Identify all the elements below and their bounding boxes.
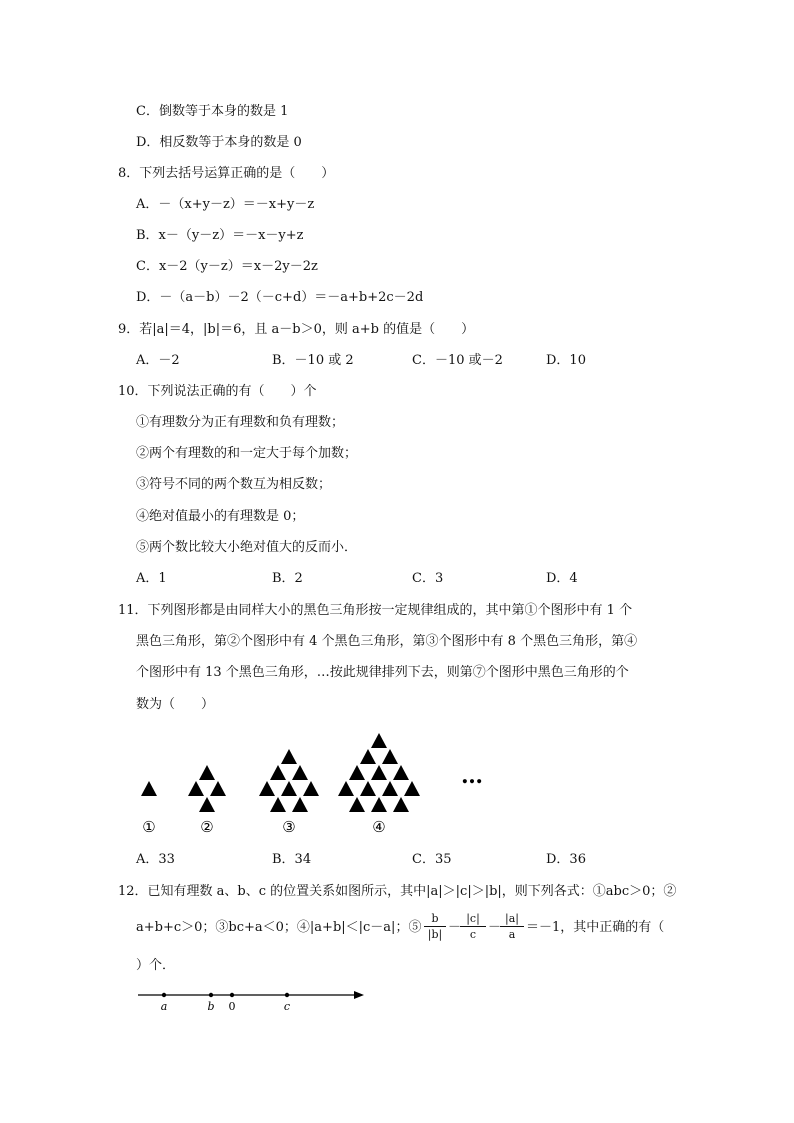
q8-option-d: D．－（a－b）－2（－c+d）＝－a+b+2c－2d <box>136 290 424 305</box>
black-triangle-fig2 <box>210 781 226 796</box>
fraction-denominator: |b| <box>427 928 443 941</box>
point-zero <box>230 993 234 997</box>
q11-option-d: D．36 <box>546 852 586 867</box>
q10-stem: 10．下列说法正确的有（ ）个 <box>118 384 317 399</box>
figure-label-3: ③ <box>282 818 296 836</box>
q12-line-1: 12．已知有理数 a、b、c 的位置关系如图所示，其中|a|＞|c|＞|b|，则下列各式：①abc＞0；② <box>118 884 677 899</box>
black-triangle-fig4 <box>360 749 376 764</box>
black-triangle-fig2 <box>188 781 204 796</box>
fraction-numerator: |c| <box>466 912 480 925</box>
black-triangle-fig4 <box>371 765 387 780</box>
q8-option-c: C．x－2（y－z）＝x－2y－2z <box>136 259 318 274</box>
black-triangle-fig4 <box>404 781 420 796</box>
black-triangle-fig3 <box>292 797 308 812</box>
number-line <box>130 985 375 1015</box>
q7-option-c: C．倒数等于本身的数是 1 <box>136 104 289 119</box>
minus-sign: － <box>448 920 462 935</box>
q10-item-2: ②两个有理数的和一定大于每个加数； <box>136 446 358 461</box>
black-triangle-fig3 <box>292 765 308 780</box>
black-triangle-fig3 <box>270 797 286 812</box>
black-triangle-fig4 <box>393 797 409 812</box>
black-triangle-fig3 <box>303 781 319 796</box>
black-triangle-fig3 <box>270 765 286 780</box>
q11-line-2: 黑色三角形，第②个图形中有 4 个黑色三角形，第③个图形中有 8 个黑色三角形，第④ <box>136 634 638 649</box>
q11-line-1: 11．下列图形都是由同样大小的黑色三角形按一定规律组成的，其中第①个图形中有 1 个 <box>118 603 633 618</box>
q10-option-d: D．4 <box>546 571 578 586</box>
q10-item-5: ⑤两个数比较大小绝对值大的反而小． <box>136 540 358 555</box>
black-triangle-fig2 <box>199 765 215 780</box>
q10-item-4: ④绝对值最小的有理数是 0； <box>136 509 305 524</box>
fraction-denominator: c <box>469 928 477 941</box>
black-triangle-fig4 <box>349 765 365 780</box>
black-triangle-fig4 <box>371 797 387 812</box>
black-triangle-fig4 <box>382 781 398 796</box>
label-b: b <box>207 1000 215 1013</box>
q8-stem: 8．下列去括号运算正确的是（ ） <box>118 166 335 181</box>
black-triangle-fig3 <box>281 781 297 796</box>
q9-stem: 9．若|a|＝4，|b|＝6，且 a－b＞0，则 a+b 的值是（ ） <box>118 322 475 337</box>
q10-item-1: ①有理数分为正有理数和负有理数； <box>136 415 345 430</box>
q9-option-a: A．－2 <box>136 353 180 368</box>
black-triangle-fig2 <box>199 797 215 812</box>
figure-label-2: ② <box>200 818 214 836</box>
q8-option-a: A．－（x+y－z）＝－x+y－z <box>136 197 315 212</box>
q8-option-b: B．x－（y－z）＝－x－y+z <box>136 228 304 243</box>
ellipsis: … <box>461 763 483 789</box>
minus-sign: － <box>488 920 502 935</box>
figure-label-4: ④ <box>372 818 386 836</box>
fraction-numerator: b <box>431 912 439 925</box>
figure-label-1: ① <box>142 818 156 836</box>
fraction-b-over-abs-b <box>424 912 446 941</box>
q12-line-2-part-1: a+b+c＞0；③bc+a＜0；④|a+b|＜|c－a|；⑤ <box>136 920 422 935</box>
q10-option-b: B．2 <box>272 571 303 586</box>
q9-option-b: B．－10 或 2 <box>272 353 354 368</box>
label-c: c <box>283 1000 291 1013</box>
q12-line-3: ）个． <box>136 958 176 973</box>
point-c <box>285 993 289 997</box>
fraction-numerator: |a| <box>505 912 519 925</box>
q10-option-c: C．3 <box>412 571 444 586</box>
q9-option-d: D．10 <box>546 353 586 368</box>
black-triangle-fig3 <box>281 749 297 764</box>
black-triangle-fig4 <box>393 765 409 780</box>
label-a: a <box>160 1000 168 1013</box>
fraction-abs-c-over-c <box>460 912 486 941</box>
black-triangle-fig4 <box>338 781 354 796</box>
fraction-abs-a-over-a <box>500 912 524 941</box>
label-zero: 0 <box>228 1000 236 1013</box>
q11-line-3: 个图形中有 13 个黑色三角形，…按此规律排列下去，则第⑦个图形中黑色三角形的个 <box>136 665 629 680</box>
q7-option-d: D．相反数等于本身的数是 0 <box>136 135 302 150</box>
black-triangle-fig4 <box>360 781 376 796</box>
fraction-denominator: a <box>508 928 516 941</box>
black-triangle-fig4 <box>382 749 398 764</box>
point-a <box>162 993 166 997</box>
black-triangle-fig4 <box>371 733 387 748</box>
q10-item-3: ③符号不同的两个数互为相反数； <box>136 477 332 492</box>
q9-option-c: C．－10 或－2 <box>412 353 503 368</box>
point-b <box>209 993 213 997</box>
q11-option-b: B．34 <box>272 852 312 867</box>
triangle-pattern-figure <box>120 725 520 840</box>
black-triangle-fig3 <box>259 781 275 796</box>
q11-option-a: A．33 <box>136 852 175 867</box>
q11-option-c: C．35 <box>412 852 452 867</box>
q11-line-4: 数为（ ） <box>136 697 215 712</box>
q12-line-2-part-2: ＝－1，其中正确的有（ <box>526 920 665 935</box>
black-triangle-fig1 <box>141 781 157 796</box>
q10-option-a: A．1 <box>136 571 167 586</box>
black-triangle-fig4 <box>349 797 365 812</box>
